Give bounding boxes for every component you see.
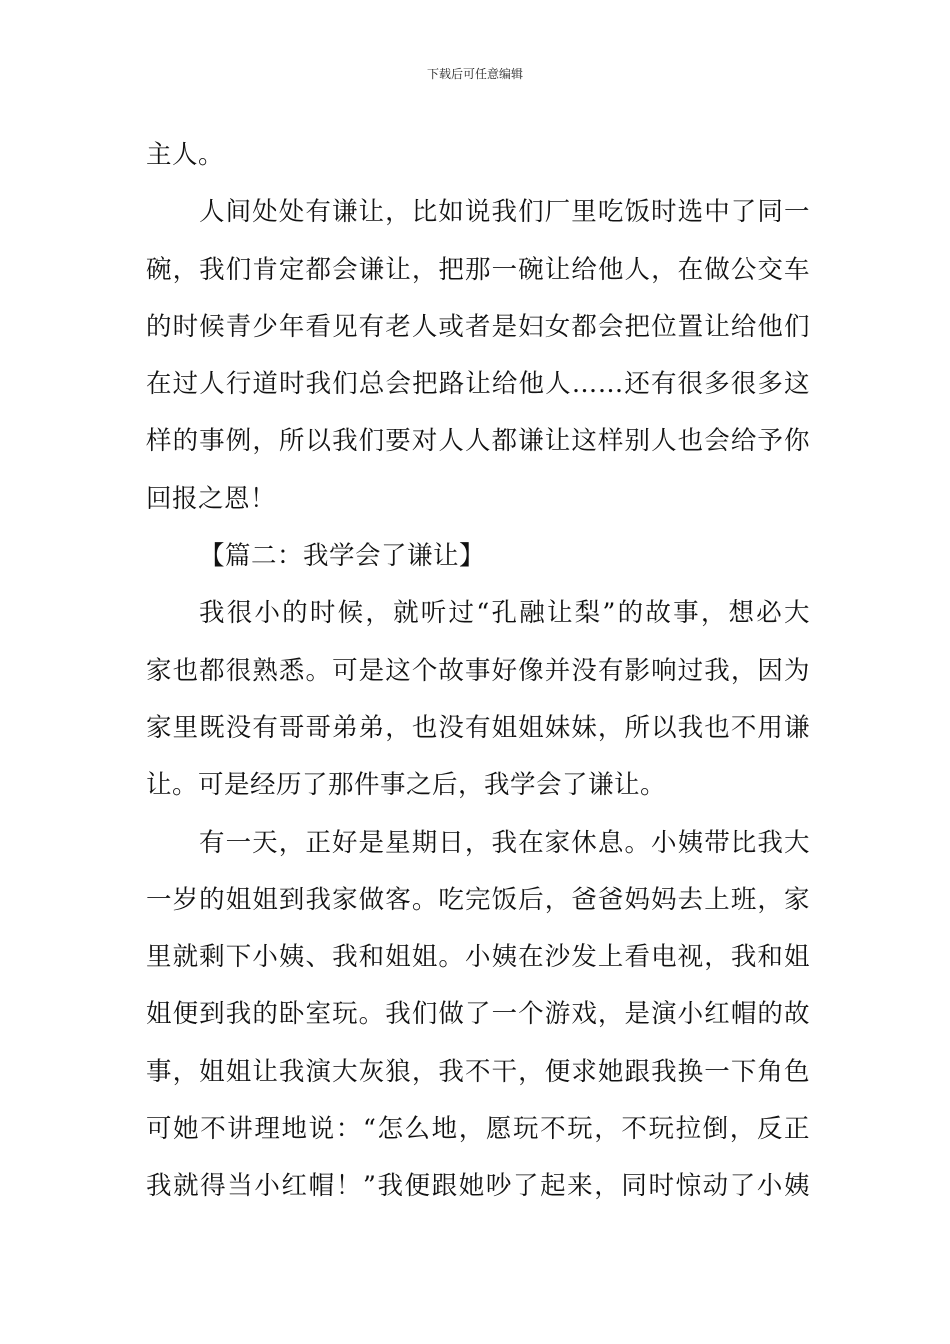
section-heading: 【篇二：我学会了谦让】 [199,541,486,572]
text-line: 人间处处有谦让，比如说我们厂里吃饭时选中了同一 [199,197,810,228]
page-header: 下载后可任意编辑 [426,67,523,81]
text-line: 里就剩下小姨、我和姐姐。小姨在沙发上看电视，我和姐 [146,942,810,973]
text-line: 一岁的姐姐到我家做客。吃完饭后，爸爸妈妈去上班，家 [146,884,810,915]
text-line: 回报之恩！ [146,483,277,514]
text-line: 样的事例，所以我们要对人人都谦让这样别人也会给予你 [146,426,810,457]
text-line: 可她不讲理地说：“怎么地，愿玩不玩，不玩拉倒，反正 [146,1114,810,1145]
text-line: 事，姐姐让我演大灰狼，我不干，便求她跟我换一下角色 [146,1056,810,1087]
text-line: 我就得当小红帽！”我便跟她吵了起来，同时惊动了小姨 [146,1171,810,1202]
text-line: 家里既没有哥哥弟弟，也没有姐姐妹妹，所以我也不用谦 [146,712,810,743]
text-line: 我很小的时候，就听过“孔融让梨”的故事，想必大 [199,598,810,629]
text-line: 的时候青少年看见有老人或者是妇女都会把位置让给他们 [146,311,810,342]
text-line: 家也都很熟悉。可是这个故事好像并没有影响过我，因为 [146,655,810,686]
text-line: 让。可是经历了那件事之后，我学会了谦让。 [146,770,667,801]
document-body [146,127,810,1216]
text-line: 在过人行道时我们总会把路让给他人……还有很多很多这 [146,369,810,400]
text-line: 主人。 [146,140,225,170]
text-line: 碗，我们肯定都会谦让，把那一碗让给他人，在做公交车 [146,254,810,285]
text-line: 姐便到我的卧室玩。我们做了一个游戏，是演小红帽的故 [146,999,810,1030]
text-line: 有一天，正好是星期日，我在家休息。小姨带比我大 [199,827,810,858]
